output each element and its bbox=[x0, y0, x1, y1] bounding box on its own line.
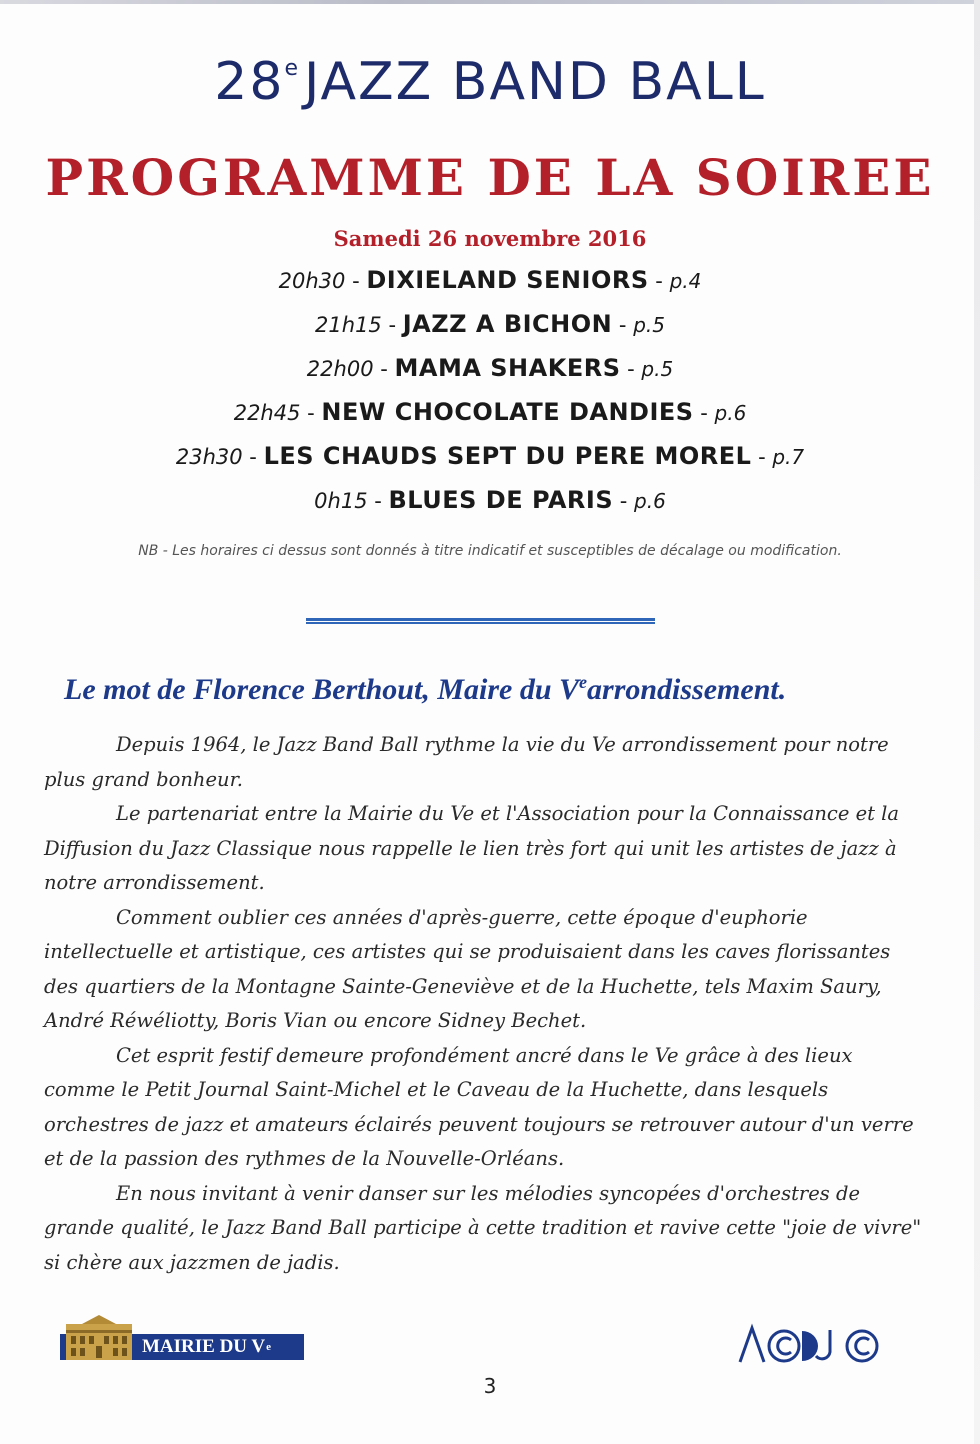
schedule-page-ref: p.5 bbox=[641, 357, 674, 381]
programme-title: PROGRAMME DE LA SOIREE bbox=[45, 148, 935, 207]
mairie-label bbox=[138, 1334, 304, 1360]
letter-paragraph: Cet esprit festif demeure profondément ancré dans le Ve grâce à des lieux comme le Petit Journal Saint-Michel et le Caveau de la Huchette, dans lesquels orchestres de jazz et amateurs éclairés peuvent toujours se retrouver autour d'un verre et de la passion des rythmes de la Nouvelle-Orléans. bbox=[44, 1043, 914, 1170]
schedule-separator: - bbox=[367, 489, 389, 513]
schedule-row bbox=[0, 442, 980, 470]
schedule-time: 22h00 bbox=[306, 357, 374, 381]
mayor-title-sup: e bbox=[579, 672, 588, 692]
schedule-time: 22h45 bbox=[233, 401, 301, 425]
mayor-letter bbox=[44, 728, 924, 1280]
schedule-page-ref: p.6 bbox=[714, 401, 747, 425]
schedule-band: BLUES DE PARIS bbox=[388, 486, 614, 514]
schedule-time: 21h15 bbox=[315, 313, 382, 337]
section-divider bbox=[306, 618, 655, 624]
mairie-logo bbox=[60, 1314, 304, 1360]
schedule-page-ref: p.6 bbox=[634, 489, 666, 513]
schedule-separator: - bbox=[300, 401, 322, 425]
letter-paragraph: En nous invitant à venir danser sur les mélodies syncopées d'orchestres de grande qualité, le Jazz Band Ball participe à cette tradition et ravive cette "joie de vivre" si chère aux jazzmen de jadis. bbox=[44, 1181, 922, 1274]
schedule-page-ref: p.7 bbox=[772, 445, 805, 469]
letter-paragraph: Depuis 1964, le Jazz Band Ball rythme la vie du Ve arrondissement pour notre plus grand bonheur. bbox=[44, 733, 889, 791]
schedule-page-ref: p.4 bbox=[669, 269, 702, 293]
schedule-band: MAMA SHAKERS bbox=[394, 354, 621, 382]
schedule-separator: - bbox=[693, 401, 715, 425]
mayor-title-end: arrondissement. bbox=[587, 673, 787, 706]
page-top-edge bbox=[0, 0, 980, 4]
schedule-band: NEW CHOCOLATE DANDIES bbox=[321, 398, 694, 426]
schedule-row bbox=[0, 310, 980, 338]
schedule-row bbox=[0, 398, 980, 426]
schedule-band: DIXIELAND SENIORS bbox=[366, 266, 649, 294]
event-date: Samedi 26 novembre 2016 bbox=[333, 226, 647, 251]
edition-suffix: e bbox=[284, 56, 301, 81]
edition-number: 28 bbox=[214, 52, 285, 112]
event-title bbox=[0, 52, 980, 112]
acdjc-logo bbox=[738, 1322, 894, 1366]
schedule-time: 23h30 bbox=[175, 445, 243, 469]
page-number: 3 bbox=[483, 1374, 497, 1398]
schedule-separator: - bbox=[373, 357, 395, 381]
schedule-time: 20h30 bbox=[278, 269, 346, 293]
schedule-separator: - bbox=[620, 357, 642, 381]
schedule-note: NB - Les horaires ci dessus sont donnés à titre indicatif et susceptibles de décalage ou modification. bbox=[138, 543, 842, 559]
schedule-separator: - bbox=[648, 269, 670, 293]
schedule-band: JAZZ A BICHON bbox=[402, 310, 613, 338]
schedule-separator: - bbox=[345, 269, 367, 293]
mayor-section-title bbox=[64, 672, 924, 707]
mayor-title-start: Le mot de Florence Berthout, Maire du V bbox=[64, 673, 580, 706]
schedule-separator: - bbox=[612, 313, 634, 337]
letter-paragraph: Comment oublier ces années d'après-guerre, cette époque d'euphorie intellectuelle et artistique, ces artistes qui se produisaient dans les caves florissantes des quartiers de la Montagne Sainte-Geneviève et de la Huchette, tels Maxim Saury, André Réwéliotty, Boris Vian ou encore Sidney Bechet. bbox=[44, 905, 891, 1032]
schedule-separator: - bbox=[381, 313, 403, 337]
schedule-row bbox=[0, 486, 980, 514]
schedule-separator: - bbox=[242, 445, 264, 469]
letter-paragraph: Le partenariat entre la Mairie du Ve et l'Association pour la Connaissance et la Diffusion du Jazz Classique nous rappelle le lien très fort qui unit les artistes de jazz à notre arrondissement. bbox=[44, 802, 900, 894]
schedule-page-ref: p.5 bbox=[633, 313, 665, 337]
schedule-separator: - bbox=[751, 445, 773, 469]
town-hall-icon bbox=[60, 1314, 138, 1360]
event-name: JAZZ BAND BALL bbox=[304, 52, 766, 112]
schedule-band: LES CHAUDS SEPT DU PERE MOREL bbox=[263, 442, 752, 470]
page-right-edge bbox=[974, 0, 980, 1444]
schedule-time: 0h15 bbox=[314, 489, 368, 513]
mairie-label-text: MAIRIE DU V bbox=[142, 1336, 266, 1357]
schedule-row bbox=[0, 354, 980, 382]
mairie-label-sup: e bbox=[266, 1341, 272, 1353]
schedule-row bbox=[0, 266, 980, 294]
schedule-separator: - bbox=[613, 489, 635, 513]
acdjc-logo-icon bbox=[738, 1322, 894, 1366]
